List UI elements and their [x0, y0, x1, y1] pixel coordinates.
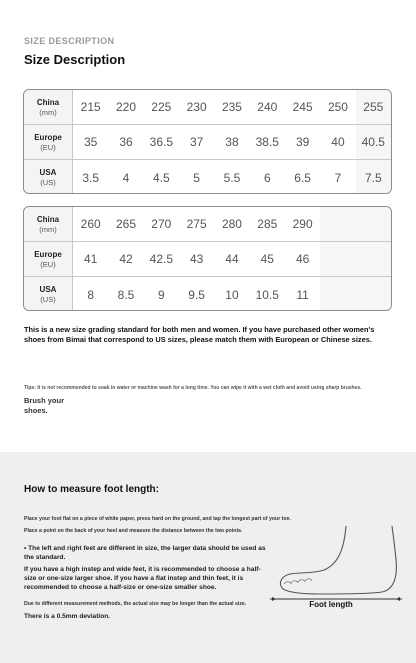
care-tips: Tips: It is not recommended to soak in water or machine wash for a long time. You can wipe it with a wet cloth and avoid using sharp brushes.	[24, 385, 362, 391]
size-cell: 265	[108, 207, 143, 241]
size-cell: 255	[356, 90, 391, 124]
row-unit: (mm)	[39, 224, 57, 234]
size-cell: 270	[144, 207, 179, 241]
size-table-2	[23, 206, 392, 311]
size-cell: 9	[144, 277, 179, 311]
size-cell: 41	[73, 242, 108, 276]
measure-title: How to measure foot length:	[24, 484, 159, 495]
size-cell: 245	[285, 90, 320, 124]
table-row-china	[24, 207, 391, 242]
size-cells	[73, 207, 391, 241]
size-cell: 8	[73, 277, 108, 311]
empty-cell	[320, 277, 355, 311]
measure-method-note: Due to different measurement methods, the actual size may be longer than the actual size.	[24, 601, 247, 607]
row-header-europe	[24, 242, 73, 276]
table-row-usa	[24, 160, 391, 194]
size-cell: 285	[250, 207, 285, 241]
measure-advice: If you have a high instep and wide feet, it is recommended to choose a half-size or one-size larger shoe. If you have a flat instep and thin feet, it is recommended to choose a half-size or one-size smaller shoe.	[24, 566, 261, 591]
empty-cell	[356, 207, 391, 241]
size-cell: 36	[108, 125, 143, 159]
table-row-europe	[24, 242, 391, 277]
row-header-china	[24, 207, 73, 241]
size-cell: 38.5	[250, 125, 285, 159]
row-label: Europe	[34, 132, 62, 142]
size-cell: 40	[320, 125, 355, 159]
size-cell: 6	[250, 160, 285, 194]
size-cells	[73, 242, 391, 276]
row-unit: (EU)	[40, 259, 56, 269]
row-header-usa	[24, 160, 73, 194]
size-cell: 275	[179, 207, 214, 241]
empty-cell	[356, 242, 391, 276]
size-cell: 10.5	[250, 277, 285, 311]
size-cell: 280	[214, 207, 249, 241]
table-row-china	[24, 90, 391, 125]
row-unit: (mm)	[39, 107, 57, 117]
table-row-usa	[24, 277, 391, 311]
row-unit: (EU)	[40, 142, 56, 152]
row-header-usa	[24, 277, 73, 311]
size-cell: 250	[320, 90, 355, 124]
size-cell: 43	[179, 242, 214, 276]
size-cell: 46	[285, 242, 320, 276]
size-cell: 290	[285, 207, 320, 241]
size-cell: 5.5	[214, 160, 249, 194]
row-header-europe	[24, 125, 73, 159]
row-label: China	[36, 214, 60, 224]
size-cell: 45	[250, 242, 285, 276]
size-cells	[73, 277, 391, 311]
size-cell: 4	[108, 160, 143, 194]
size-cell: 44	[214, 242, 249, 276]
size-description-kicker: SIZE DESCRIPTION	[24, 36, 115, 46]
size-cell: 6.5	[285, 160, 320, 194]
table-row-europe	[24, 125, 391, 160]
size-cell: 4.5	[144, 160, 179, 194]
size-cell: 42.5	[144, 242, 179, 276]
size-cell: 3.5	[73, 160, 108, 194]
size-table-1	[23, 89, 392, 194]
brush-note: Brush your shoes.	[24, 396, 65, 415]
size-cells	[73, 125, 391, 159]
size-cell: 11	[285, 277, 320, 311]
row-label: Europe	[34, 249, 62, 259]
size-cell: 9.5	[179, 277, 214, 311]
empty-cell	[356, 277, 391, 311]
size-cell: 5	[179, 160, 214, 194]
size-cell: 8.5	[108, 277, 143, 311]
size-cells	[73, 160, 391, 194]
size-cell: 39	[285, 125, 320, 159]
size-cell: 7	[320, 160, 355, 194]
measure-step-2: Place a point on the back of your heel and measure the distance between the two points.	[24, 528, 243, 534]
size-cell: 240	[250, 90, 285, 124]
row-unit: (US)	[40, 178, 56, 187]
size-cell: 36.5	[144, 125, 179, 159]
size-cell: 235	[214, 90, 249, 124]
size-cell: 38	[214, 125, 249, 159]
grading-note: This is a new size grading standard for both men and women. If you have purchased other women's shoes from Bimai that correspond to US sizes, please match them with European or Chinese sizes.	[24, 325, 375, 344]
empty-cell	[320, 207, 355, 241]
size-cell: 215	[73, 90, 108, 124]
row-label: China	[36, 97, 60, 107]
size-cell: 35	[73, 125, 108, 159]
size-cells	[73, 90, 391, 124]
row-header-china	[24, 90, 73, 124]
measure-bullet: • The left and right feet are different in size, the larger data should be used as the standard.	[24, 545, 266, 561]
measure-deviation: There is a 0.5mm deviation.	[24, 613, 111, 620]
size-cell: 40.5	[356, 125, 391, 159]
size-cell: 10	[214, 277, 249, 311]
size-cell: 42	[108, 242, 143, 276]
size-cell: 37	[179, 125, 214, 159]
row-unit: (US)	[40, 295, 56, 304]
size-cell: 225	[144, 90, 179, 124]
row-label: USA	[39, 285, 57, 294]
empty-cell	[320, 242, 355, 276]
size-cell: 220	[108, 90, 143, 124]
row-label: USA	[39, 168, 57, 177]
page-title: Size Description	[24, 52, 126, 67]
measure-step-1: Place your foot flat on a piece of white paper, press hard on the ground, and tap the longest part of your toe.	[24, 516, 291, 522]
size-cell: 230	[179, 90, 214, 124]
foot-length-label: Foot length	[309, 600, 353, 609]
size-cell: 7.5	[356, 160, 391, 194]
size-cell: 260	[73, 207, 108, 241]
